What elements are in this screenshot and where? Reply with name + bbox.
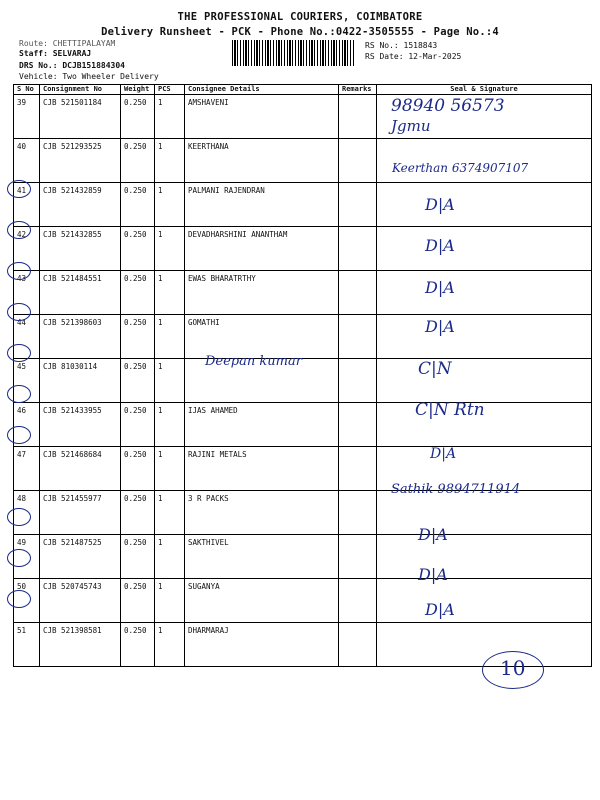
col-pcs: PCS	[155, 85, 185, 95]
table-row	[14, 183, 592, 227]
col-consignee: Consignee Details	[185, 85, 339, 95]
cell-signature	[377, 359, 592, 403]
table-header-row	[14, 85, 592, 95]
cell-pcs: 1	[155, 139, 185, 183]
circle-mark	[7, 221, 31, 239]
col-sno: S No	[14, 85, 40, 95]
table-row	[14, 535, 592, 579]
cell-sno: 51	[14, 623, 40, 667]
cell-weight: 0.250	[121, 315, 155, 359]
cell-consignment: CJB 81030114	[40, 359, 121, 403]
cell-consignment: CJB 521433955	[40, 403, 121, 447]
col-consignment: Consignment No	[40, 85, 121, 95]
cell-signature	[377, 623, 592, 667]
handwritten-status: D|A	[418, 525, 448, 544]
cell-consignment: CJB 521468684	[40, 447, 121, 491]
cell-consignee: SUGANYA	[185, 579, 339, 623]
cell-remarks	[339, 183, 377, 227]
cell-consignee: 3 R PACKS	[185, 491, 339, 535]
table-row	[14, 359, 592, 403]
cell-weight: 0.250	[121, 95, 155, 139]
handwritten-status: C|N Rtn	[415, 400, 485, 420]
staff-label: Staff: SELVARAJ	[19, 49, 92, 58]
cell-consignment: CJB 521432859	[40, 183, 121, 227]
cell-consignment: CJB 521293525	[40, 139, 121, 183]
circle-mark	[7, 508, 31, 526]
circle-mark	[7, 303, 31, 321]
cell-signature	[377, 271, 592, 315]
cell-signature	[377, 183, 592, 227]
cell-consignee: DHARMARAJ	[185, 623, 339, 667]
cell-consignment: CJB 521487525	[40, 535, 121, 579]
cell-consignee: DEVADHARSHINI ANANTHAM	[185, 227, 339, 271]
circle-mark	[7, 180, 31, 198]
barcode-image	[232, 40, 354, 66]
cell-sno: 49	[14, 535, 40, 579]
cell-weight: 0.250	[121, 183, 155, 227]
cell-sno: 50	[14, 579, 40, 623]
cell-weight: 0.250	[121, 271, 155, 315]
cell-weight: 0.250	[121, 491, 155, 535]
handwritten-status: D|A	[425, 317, 455, 336]
circle-mark	[7, 262, 31, 280]
cell-weight: 0.250	[121, 227, 155, 271]
cell-pcs: 1	[155, 359, 185, 403]
cell-weight: 0.250	[121, 403, 155, 447]
col-remarks: Remarks	[339, 85, 377, 95]
cell-pcs: 1	[155, 183, 185, 227]
cell-consignment: CJB 521398581	[40, 623, 121, 667]
cell-remarks	[339, 535, 377, 579]
cell-pcs: 1	[155, 579, 185, 623]
cell-weight: 0.250	[121, 535, 155, 579]
cell-pcs: 1	[155, 535, 185, 579]
drs-label: DRS No.: DCJB151884304	[19, 61, 125, 70]
cell-remarks	[339, 579, 377, 623]
cell-consignment: CJB 521501184	[40, 95, 121, 139]
col-signature: Seal & Signature	[377, 85, 592, 95]
table-row	[14, 227, 592, 271]
cell-consignment: CJB 521432855	[40, 227, 121, 271]
handwritten-status: D|A	[430, 446, 457, 462]
cell-sno: 41	[14, 183, 40, 227]
cell-signature	[377, 315, 592, 359]
cell-remarks	[339, 139, 377, 183]
table-row	[14, 315, 592, 359]
table-row	[14, 579, 592, 623]
cell-pcs: 1	[155, 227, 185, 271]
cell-remarks	[339, 315, 377, 359]
handwritten-status: D|A	[425, 278, 455, 297]
cell-sno: 47	[14, 447, 40, 491]
cell-sno: 44	[14, 315, 40, 359]
rs-date: RS Date: 12-Mar-2025	[365, 52, 462, 61]
cell-consignee: GOMATHI	[185, 315, 339, 359]
circle-mark	[7, 426, 31, 444]
vehicle-label: Vehicle: Two Wheeler Delivery	[19, 72, 159, 81]
cell-remarks	[339, 359, 377, 403]
col-weight: Weight	[121, 85, 155, 95]
cell-remarks	[339, 227, 377, 271]
circle-mark	[7, 549, 31, 567]
cell-consignee: PALMANI RAJENDRAN	[185, 183, 339, 227]
cell-weight: 0.250	[121, 139, 155, 183]
route-label: Route: CHETTIPALAYAM	[19, 39, 116, 48]
runsheet-title: Delivery Runsheet - PCK - Phone No.:0422-3505555 - Page No.:4	[101, 26, 499, 38]
circle-mark	[7, 590, 31, 608]
cell-weight: 0.250	[121, 579, 155, 623]
company-title: THE PROFESSIONAL COURIERS, COIMBATORE	[177, 11, 423, 23]
cell-remarks	[339, 491, 377, 535]
cell-signature	[377, 535, 592, 579]
circle-mark	[7, 385, 31, 403]
handwritten-phone: 98940 56573	[391, 96, 505, 116]
cell-sno: 39	[14, 95, 40, 139]
cell-pcs: 1	[155, 447, 185, 491]
cell-pcs: 1	[155, 315, 185, 359]
table-row	[14, 491, 592, 535]
handwritten-signature: Jgmu	[391, 117, 431, 135]
table-row	[14, 271, 592, 315]
cell-signature	[377, 579, 592, 623]
cell-remarks	[339, 403, 377, 447]
cell-signature	[377, 491, 592, 535]
handwritten-signature: Keerthan 6374907107	[392, 161, 529, 175]
cell-remarks	[339, 271, 377, 315]
handwritten-signature: Sathik 9894711914	[391, 482, 521, 497]
cell-consignment: CJB 521398603	[40, 315, 121, 359]
handwritten-status: D|A	[425, 195, 455, 214]
cell-remarks	[339, 447, 377, 491]
rs-number: RS No.: 1518843	[365, 41, 438, 50]
cell-consignment: CJB 520745743	[40, 579, 121, 623]
cell-consignee: EWAS BHARATRTHY	[185, 271, 339, 315]
cell-sno: 40	[14, 139, 40, 183]
cell-consignment: CJB 521455977	[40, 491, 121, 535]
cell-pcs: 1	[155, 623, 185, 667]
handwritten-status: D|A	[425, 236, 455, 255]
cell-sno: 48	[14, 491, 40, 535]
cell-consignee: SAKTHIVEL	[185, 535, 339, 579]
circle-mark	[7, 344, 31, 362]
cell-consignment: CJB 521484551	[40, 271, 121, 315]
cell-weight: 0.250	[121, 359, 155, 403]
cell-weight: 0.250	[121, 623, 155, 667]
handwritten-name: Deepan kumar	[205, 354, 302, 369]
handwritten-status: C|N	[418, 359, 452, 379]
handwritten-status: D|A	[425, 600, 455, 619]
cell-pcs: 1	[155, 271, 185, 315]
cell-sno: 45	[14, 359, 40, 403]
cell-remarks	[339, 623, 377, 667]
cell-consignee: IJAS AHAMED	[185, 403, 339, 447]
cell-pcs: 1	[155, 403, 185, 447]
cell-weight: 0.250	[121, 447, 155, 491]
cell-sno: 46	[14, 403, 40, 447]
handwritten-status: D|A	[418, 565, 448, 584]
cell-remarks	[339, 95, 377, 139]
cell-sno: 43	[14, 271, 40, 315]
cell-pcs: 1	[155, 95, 185, 139]
cell-sno: 42	[14, 227, 40, 271]
table-row	[14, 95, 592, 139]
table-row	[14, 403, 592, 447]
cell-consignee: AMSHAVENI	[185, 95, 339, 139]
cell-consignee: KEERTHANA	[185, 139, 339, 183]
cell-consignee: RAJINI METALS	[185, 447, 339, 491]
cell-pcs: 1	[155, 491, 185, 535]
cell-signature	[377, 227, 592, 271]
handwritten-total: 10	[500, 656, 526, 680]
